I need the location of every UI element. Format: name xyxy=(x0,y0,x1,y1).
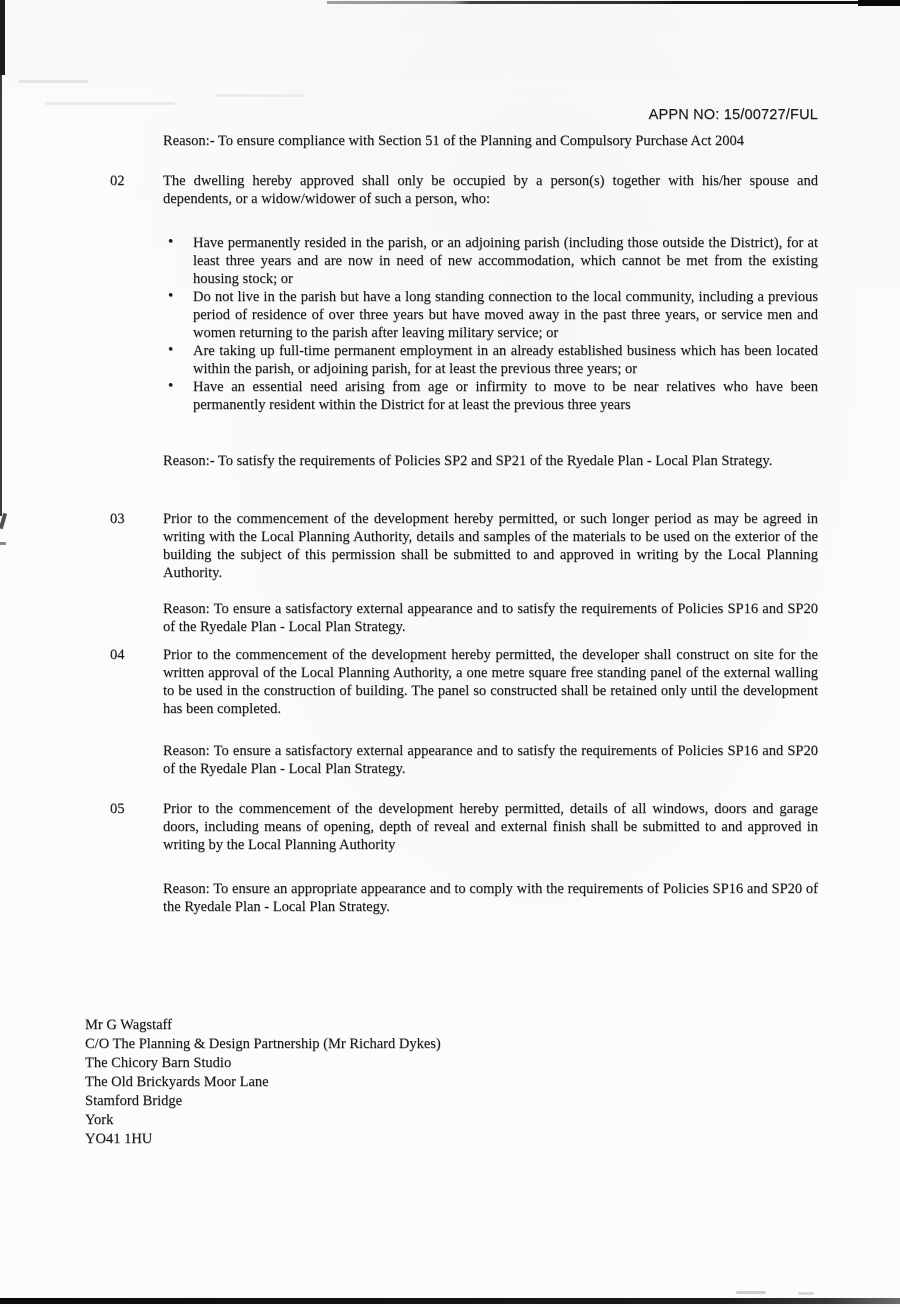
clause-body xyxy=(163,646,818,778)
bullet-text: Have an essential need arising from age or infirmity to move to be near relatives who have been permanently resident within the District for at least the previous three years xyxy=(193,379,818,413)
bullet-icon: • xyxy=(168,288,174,304)
address-line-co: C/O The Planning & Design Partnership (Mr Richard Dykes) xyxy=(85,1036,441,1052)
bullet-icon: • xyxy=(168,378,174,394)
clause-text: Prior to the commencement of the development hereby permitted, or such longer period as may be agreed in writing with the Local Planning Authority, details and samples of the materials to be used on the exterior of the building the subject of this permission shall be submitted to and approved in writing by the Local Planning Authority. xyxy=(163,511,818,581)
document-content xyxy=(110,106,818,916)
clause-03 xyxy=(110,510,818,636)
clause-text: The dwelling hereby approved shall only be occupied by a person(s) together with his/her spouse and dependents, or a widow/widower of such a person, who: xyxy=(163,173,818,207)
intro-reason-clause xyxy=(110,132,818,150)
clause-04 xyxy=(110,646,818,778)
scan-smudge xyxy=(736,1291,766,1294)
clause-number: 02 xyxy=(110,173,125,189)
clause-number: 04 xyxy=(110,647,125,663)
scan-smudge xyxy=(18,80,88,83)
scan-edge-artifact-top-corner xyxy=(858,0,900,6)
clause-number: 03 xyxy=(110,511,125,527)
scan-smudge xyxy=(45,102,175,105)
bullet-text: Do not live in the parish but have a long standing connection to the local community, including a previous period of residence of over three years but have moved away in the past three years, or service men and women returning to the parish after leaving military service; or xyxy=(193,289,818,341)
scan-edge-artifact-left-tick xyxy=(0,542,6,545)
address-line-studio: The Chicory Barn Studio xyxy=(85,1055,232,1071)
list-item xyxy=(163,378,818,414)
bullet-icon: • xyxy=(168,234,174,250)
bullet-text: Are taking up full-time permanent employment in an already established business which has been located within the parish, or adjoining parish, for at least the previous three years; or xyxy=(193,343,818,377)
address-line-postcode: YO41 1HU xyxy=(85,1131,153,1147)
scan-smudge xyxy=(215,94,305,97)
clause-number-spacer xyxy=(110,132,163,150)
scan-edge-artifact-left-top xyxy=(0,0,5,75)
scan-smudge xyxy=(798,1292,814,1295)
scan-edge-artifact-left xyxy=(0,0,2,516)
clause-reason: Reason: To ensure an appropriate appearance and to comply with the requirements of Policies SP16 and SP20 of the Ryedale Plan - Local Plan Strategy. xyxy=(163,881,818,915)
clause-text: Prior to the commencement of the development hereby permitted, details of all windows, doors and garage doors, including means of opening, depth of reveal and external finish shall be submitted to and approved in writing by the Local Planning Authority xyxy=(163,801,818,853)
list-item xyxy=(163,342,818,378)
recipient-address-block xyxy=(85,1016,441,1149)
address-line-street: The Old Brickyards Moor Lane xyxy=(85,1074,269,1090)
clause-text: Prior to the commencement of the development hereby permitted, the developer shall construct on site for the written approval of the Local Planning Authority, a one metre square free standing panel of the external walling to be used in the construction of building. The panel so constructed shall be retained only until the development has been completed. xyxy=(163,647,818,717)
clause-reason: Reason: To ensure a satisfactory external appearance and to satisfy the requirements of Policies SP16 and SP20 of the Ryedale Plan - Local Plan Strategy. xyxy=(163,601,818,635)
clause-number: 05 xyxy=(110,801,125,817)
clause-02 xyxy=(110,172,818,470)
scan-edge-artifact-bottom xyxy=(0,1298,900,1304)
occupancy-criteria-list xyxy=(163,234,818,414)
bullet-icon: • xyxy=(168,342,174,358)
address-line-name: Mr G Wagstaff xyxy=(85,1017,172,1033)
application-number: APPN NO: 15/00727/FUL xyxy=(648,107,818,123)
list-item xyxy=(163,234,818,288)
clause-body xyxy=(163,800,818,916)
clause-body xyxy=(163,510,818,636)
clause-05 xyxy=(110,800,818,916)
list-item xyxy=(163,288,818,342)
bullet-text: Have permanently resided in the parish, or an adjoining parish (including those outside the District), for at least three years and are now in need of new accommodation, which cannot be met from the existing housing stock; or xyxy=(193,235,818,287)
intro-reason-paragraph: Reason:- To ensure compliance with Section 51 of the Planning and Compulsory Purchase Act 2004 xyxy=(163,133,745,149)
clause-body xyxy=(163,172,818,470)
clause-reason: Reason: To ensure a satisfactory external appearance and to satisfy the requirements of Policies SP16 and SP20 of the Ryedale Plan - Local Plan Strategy. xyxy=(163,743,818,777)
address-line-city: York xyxy=(85,1112,114,1128)
address-line-town: Stamford Bridge xyxy=(85,1093,183,1109)
clause-body xyxy=(163,132,818,150)
clause-reason: Reason:- To satisfy the requirements of Policies SP2 and SP21 of the Ryedale Plan - Local Plan Strategy. xyxy=(163,453,773,469)
scan-edge-artifact-top xyxy=(327,1,900,4)
